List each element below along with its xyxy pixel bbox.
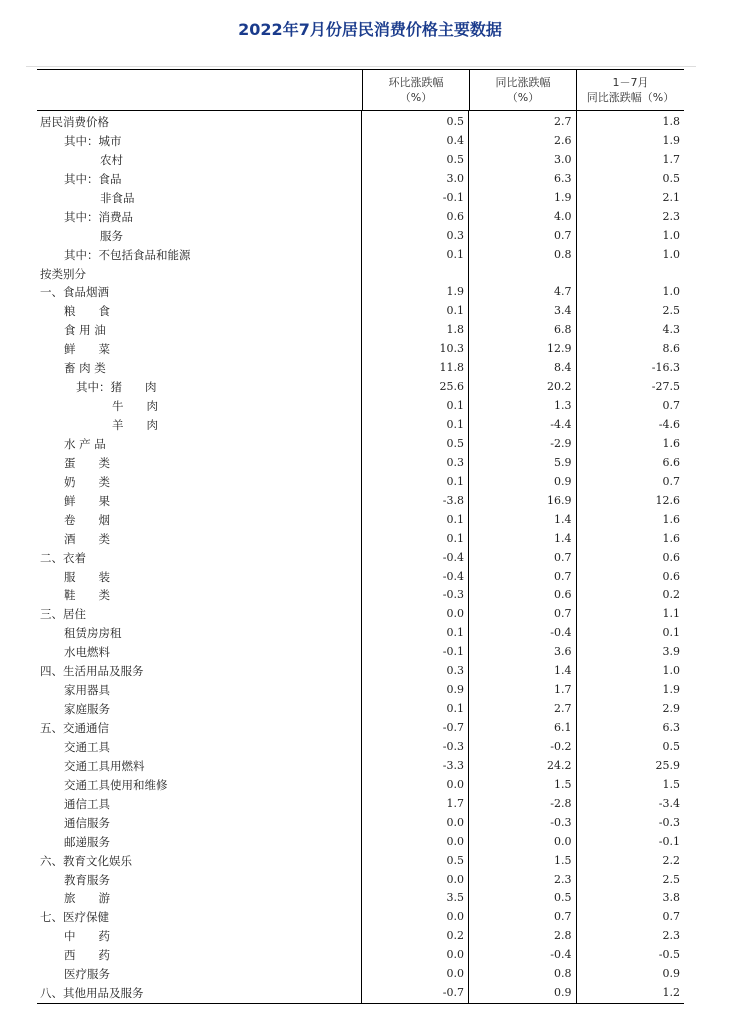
row-label: 其中：城市	[64, 133, 122, 148]
cell-ytd: 0.6	[662, 569, 680, 583]
row-label: 食 用 油	[64, 323, 106, 338]
cell-mom: 0.0	[446, 872, 464, 886]
cell-mom: -0.4	[442, 550, 464, 564]
cell-yoy: 1.5	[554, 853, 572, 867]
cell-mom: 0.0	[446, 834, 464, 848]
cell-mom: 0.2	[446, 929, 464, 943]
cell-ytd: -0.1	[658, 834, 680, 848]
yoy-column	[468, 111, 576, 1003]
row-label: 邮递服务	[64, 834, 110, 849]
cell-yoy: 6.1	[554, 721, 572, 734]
cell-yoy: 5.9	[554, 455, 572, 469]
ytd-column	[576, 111, 685, 1003]
header-label-column	[37, 70, 362, 110]
cell-yoy: 0.5	[554, 891, 572, 905]
cell-ytd: 6.6	[662, 455, 680, 469]
cell-mom: 0.6	[446, 209, 464, 223]
cell-mom: 0.1	[446, 399, 464, 413]
cell-yoy: 1.4	[554, 531, 572, 545]
cell-yoy: 3.0	[554, 152, 572, 166]
cell-ytd: -27.5	[651, 380, 680, 394]
cell-ytd: 1.2	[662, 986, 680, 1000]
cell-yoy: 1.4	[554, 664, 572, 678]
cell-yoy: 0.8	[554, 967, 572, 981]
cell-mom: -0.4	[442, 569, 464, 583]
cell-yoy: 0.9	[554, 474, 572, 488]
cell-ytd: 2.1	[662, 190, 680, 204]
cell-yoy: 8.4	[554, 361, 572, 375]
cell-yoy: 0.9	[554, 986, 572, 1000]
cell-mom: 25.6	[439, 380, 464, 394]
cell-ytd: 1.1	[662, 607, 680, 621]
cell-yoy: 2.6	[554, 133, 572, 147]
cell-yoy: 4.0	[554, 209, 572, 223]
row-label: 六、教育文化娱乐	[40, 853, 132, 868]
cell-yoy: -2.8	[550, 796, 572, 810]
row-label: 卷 烟	[64, 512, 110, 527]
cell-mom: 0.4	[446, 133, 464, 147]
row-label: 非食品	[100, 190, 135, 205]
cell-mom: -0.1	[442, 190, 464, 204]
row-label: 鲜 菜	[64, 342, 110, 357]
cell-yoy: 1.4	[554, 512, 572, 526]
row-label: 七、医疗保健	[40, 910, 109, 925]
cell-ytd: 0.7	[662, 910, 680, 924]
cell-mom: 3.0	[446, 171, 464, 185]
cell-mom: 0.1	[446, 247, 464, 261]
cell-yoy: -0.4	[550, 626, 572, 640]
cell-ytd: 0.7	[662, 399, 680, 413]
row-label: 通信服务	[64, 815, 110, 830]
cell-mom: 0.5	[446, 436, 464, 450]
label-column	[37, 111, 361, 1003]
row-label: 其中：猪 肉	[76, 380, 157, 395]
cell-ytd: -4.6	[658, 418, 680, 431]
cell-ytd: 1.0	[662, 228, 680, 242]
cell-ytd: 0.5	[662, 739, 680, 753]
cell-ytd: 1.0	[662, 285, 680, 299]
row-label: 家庭服务	[64, 702, 110, 717]
cell-yoy: -0.3	[550, 815, 572, 829]
row-label: 农村	[100, 152, 123, 167]
cell-yoy: 1.7	[554, 683, 572, 697]
cell-mom: 0.3	[446, 664, 464, 678]
cell-mom: 0.5	[446, 853, 464, 867]
cell-yoy: 0.7	[554, 550, 572, 564]
cell-mom: 0.1	[446, 474, 464, 488]
row-label: 粮 食	[64, 304, 110, 319]
row-label: 交通工具用燃料	[64, 758, 145, 773]
cell-ytd: 12.6	[655, 493, 680, 507]
cell-mom: 0.5	[446, 115, 464, 128]
cell-mom: 0.9	[446, 683, 464, 697]
cpi-table	[37, 69, 684, 1004]
cell-mom: 1.9	[446, 285, 464, 299]
row-label: 三、居住	[40, 607, 86, 622]
cell-mom: 10.3	[439, 342, 464, 356]
cell-yoy	[469, 265, 576, 284]
row-label: 教育服务	[64, 872, 110, 887]
cell-mom: 3.5	[446, 891, 464, 905]
row-label: 旅 游	[64, 891, 110, 906]
row-label: 服务	[100, 228, 123, 243]
cell-yoy: 16.9	[547, 493, 572, 507]
row-label: 鞋 类	[64, 588, 110, 603]
row-label: 酒 类	[64, 531, 110, 546]
header-yoy	[469, 70, 576, 110]
row-label: 五、交通通信	[40, 721, 109, 735]
cell-ytd: 2.9	[662, 702, 680, 716]
row-label: 其中：消费品	[64, 209, 133, 224]
cell-yoy: 12.9	[547, 342, 572, 356]
cell-mom: 0.5	[446, 152, 464, 166]
cell-yoy: 0.7	[554, 569, 572, 583]
cell-ytd: 2.5	[662, 872, 680, 886]
cell-yoy: 4.7	[554, 285, 572, 299]
cell-yoy: 2.7	[554, 702, 572, 716]
cell-ytd: 2.2	[662, 853, 680, 867]
cell-ytd: 1.0	[662, 664, 680, 678]
cell-yoy: 0.0	[554, 834, 572, 848]
cell-ytd: 0.5	[662, 171, 680, 185]
cell-ytd: -3.4	[658, 796, 680, 810]
cell-ytd: 2.5	[662, 304, 680, 318]
cell-yoy: 1.3	[554, 399, 572, 413]
cell-mom: 0.1	[446, 512, 464, 526]
row-label: 八、其他用品及服务	[40, 986, 144, 1001]
cell-mom: 0.3	[446, 455, 464, 469]
cell-yoy: 2.8	[554, 929, 572, 943]
cell-yoy: -4.4	[550, 418, 572, 431]
cell-ytd: 8.6	[662, 342, 680, 356]
cell-yoy: 2.7	[554, 115, 572, 128]
row-label: 家用器具	[64, 683, 110, 698]
cell-yoy: 20.2	[547, 380, 572, 394]
cell-yoy: -0.2	[550, 739, 572, 753]
row-label: 鲜 果	[64, 493, 110, 508]
cell-ytd: 1.6	[662, 436, 680, 450]
cell-ytd: 6.3	[662, 721, 680, 734]
cell-yoy: 0.7	[554, 910, 572, 924]
cell-yoy: -0.4	[550, 948, 572, 962]
cell-mom: 0.0	[446, 815, 464, 829]
cell-ytd: 1.6	[662, 531, 680, 545]
cell-yoy: 3.4	[554, 304, 572, 318]
row-label: 畜 肉 类	[64, 361, 106, 376]
cell-mom: 1.8	[446, 323, 464, 337]
cell-ytd: 3.8	[662, 891, 680, 905]
cell-mom: 0.0	[446, 948, 464, 962]
cell-mom: 11.8	[439, 361, 464, 375]
cell-mom: 0.1	[446, 304, 464, 318]
row-label: 居民消费价格	[40, 115, 109, 129]
cell-ytd	[577, 265, 685, 284]
cell-ytd: -0.5	[658, 948, 680, 962]
row-label: 医疗服务	[64, 967, 110, 982]
row-label: 奶 类	[64, 474, 110, 489]
cell-mom: 0.1	[446, 626, 464, 640]
header-divider	[26, 66, 696, 67]
cell-ytd: 0.9	[662, 967, 680, 981]
header-yoy-line1: 同比涨跌幅	[495, 76, 551, 89]
cell-ytd: 1.0	[662, 247, 680, 261]
row-label: 租赁房房租	[64, 626, 122, 641]
cell-yoy: 6.3	[554, 171, 572, 185]
cell-mom: 0.3	[446, 228, 464, 242]
cell-yoy: 0.7	[554, 607, 572, 621]
cell-mom: 0.0	[446, 967, 464, 981]
cell-ytd: 4.3	[662, 323, 680, 337]
cell-ytd: 1.9	[662, 683, 680, 697]
row-label: 其中：不包括食品和能源	[64, 247, 191, 262]
row-label: 按类别分	[40, 266, 86, 281]
row-label: 其中：食品	[64, 171, 122, 186]
mom-column	[361, 111, 469, 1003]
cell-mom: 0.0	[446, 607, 464, 621]
row-label: 通信工具	[64, 796, 110, 811]
cell-mom	[362, 265, 469, 284]
row-label: 二、衣着	[40, 550, 86, 565]
row-label: 四、生活用品及服务	[40, 664, 144, 679]
cell-ytd: 0.6	[662, 550, 680, 564]
row-label: 西 药	[64, 948, 110, 963]
row-label: 羊 肉	[112, 418, 158, 432]
cell-mom: 0.0	[446, 777, 464, 791]
cell-ytd: 0.2	[662, 588, 680, 602]
header-ytd-line2: 同比涨跌幅（%）	[586, 91, 675, 104]
cell-yoy: 0.8	[554, 247, 572, 261]
header-mom-line2: （%）	[399, 91, 433, 104]
cell-yoy: -2.9	[550, 436, 572, 450]
cell-ytd: 1.7	[662, 152, 680, 166]
header-mom	[362, 70, 469, 110]
cell-mom: 0.1	[446, 702, 464, 716]
table-header	[37, 70, 684, 111]
cell-mom: 0.1	[446, 531, 464, 545]
cell-mom: -3.3	[442, 758, 464, 772]
cell-ytd: -0.3	[658, 815, 680, 829]
cell-yoy: 24.2	[547, 758, 572, 772]
cell-mom: 0.0	[446, 910, 464, 924]
row-label: 中 药	[64, 929, 110, 944]
row-label: 水电燃料	[64, 645, 110, 660]
cell-ytd: 2.3	[662, 209, 680, 223]
cell-mom: -0.1	[442, 645, 464, 659]
cell-ytd: 0.1	[662, 626, 680, 640]
table-body	[37, 111, 684, 1003]
cell-ytd: -16.3	[651, 361, 680, 375]
cell-ytd: 1.8	[662, 115, 680, 128]
cell-ytd: 3.9	[662, 645, 680, 659]
header-ytd	[576, 70, 684, 110]
header-yoy-line2: （%）	[506, 91, 540, 104]
cell-mom: 0.1	[446, 418, 464, 431]
row-label: 一、食品烟酒	[40, 285, 109, 300]
cell-yoy: 1.9	[554, 190, 572, 204]
row-label: 服 装	[64, 569, 110, 584]
cell-yoy: 0.6	[554, 588, 572, 602]
row-label: 牛 肉	[112, 399, 158, 414]
cell-ytd: 1.9	[662, 133, 680, 147]
cell-mom: 1.7	[446, 796, 464, 810]
cell-mom: -0.3	[442, 588, 464, 602]
page-title: 2022年7月份居民消费价格主要数据	[238, 20, 502, 39]
cell-ytd: 0.7	[662, 474, 680, 488]
row-label: 交通工具	[64, 739, 110, 754]
cell-yoy: 6.8	[554, 323, 572, 337]
cell-ytd: 1.6	[662, 512, 680, 526]
cell-ytd: 2.3	[662, 929, 680, 943]
cell-yoy: 3.6	[554, 645, 572, 659]
row-label: 蛋 类	[64, 455, 110, 470]
cell-yoy: 0.7	[554, 228, 572, 242]
cell-ytd: 25.9	[655, 758, 680, 772]
header-ytd-line1: 1－7月	[612, 76, 649, 89]
cell-yoy: 2.3	[554, 872, 572, 886]
cell-mom: -0.7	[442, 986, 464, 1000]
row-label: 交通工具使用和维修	[64, 777, 168, 792]
cell-mom: -3.8	[442, 493, 464, 507]
cell-mom: -0.7	[442, 721, 464, 734]
row-label: 水 产 品	[64, 436, 106, 451]
cell-ytd: 1.5	[662, 777, 680, 791]
cell-mom: -0.3	[442, 739, 464, 753]
header-mom-line1: 环比涨跌幅	[388, 76, 444, 89]
cell-yoy: 1.5	[554, 777, 572, 791]
